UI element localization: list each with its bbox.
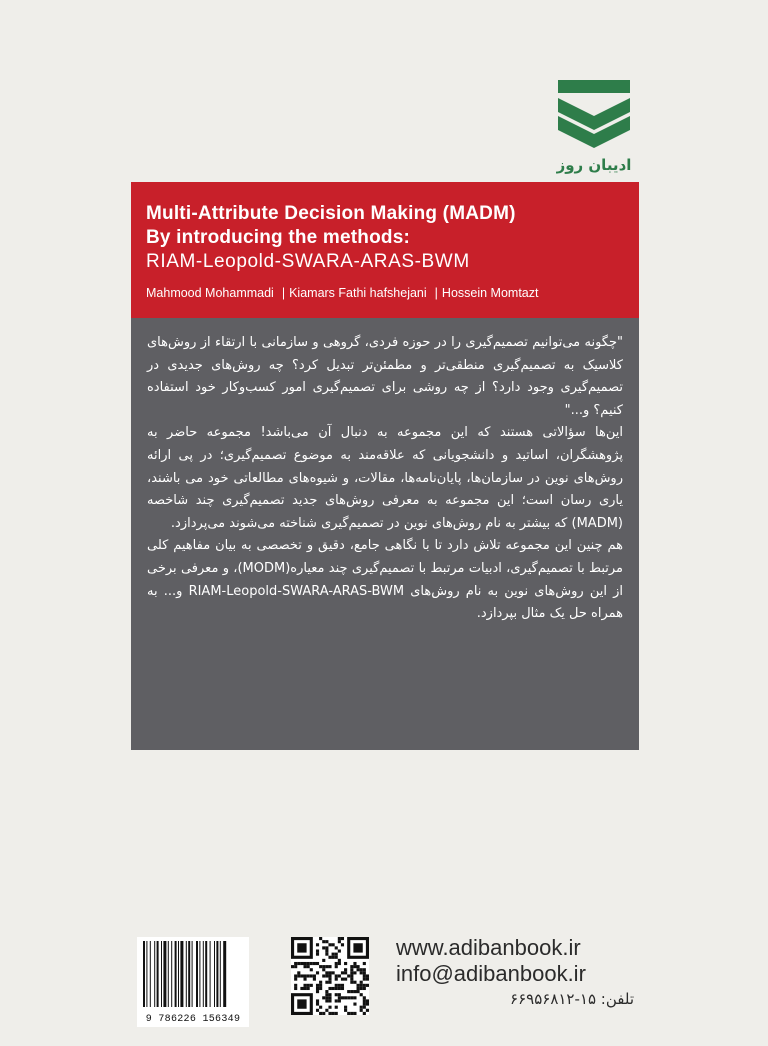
authors-line (146, 286, 538, 300)
author-name: Kiamars Fathi hafshejani (289, 286, 427, 300)
author-separator: | (281, 286, 286, 300)
isbn-number: 9 786226 156349 (145, 1014, 241, 1025)
website-link[interactable]: www.adibanbook.ir (396, 935, 581, 960)
book-title-line-1: Multi-Attribute Decision Making (MADM) (146, 203, 516, 224)
publisher-name: ادیبان روز (556, 156, 632, 174)
barcode-bars (137, 937, 249, 1011)
email-link[interactable]: info@adibanbook.ir (396, 961, 586, 986)
book-chevron-logo-icon (556, 78, 632, 154)
author-name: Hossein Momtazt (441, 286, 539, 300)
contact-block (396, 935, 636, 1011)
qr-code-icon (291, 937, 369, 1015)
description-text (147, 332, 623, 626)
author-name: Mahmood Mohammadi (146, 286, 274, 300)
description-paragraph: هم چنین این مجموعه تلاش دارد تا با نگاهی جامع، دقیق و تخصصی به بیان مفاهیم کلی مرتبط با تصمیم‌گیری، ادبیات مرتبط با تصمیم‌گیری چند معیاره(MODM)، و معرفی برخی از این روش‌های نوین به نام روش‌های RIAM-Leopold-SWARA-ARAS-BWM و... به همراه حل یک مثال بپردازد. (147, 538, 623, 622)
book-title-line-2: By introducing the methods: (146, 227, 411, 248)
description-paragraph: "چگونه می‌توانیم تصمیم‌گیری را در حوزه فردی، گروهی و سازمانی با ارتقاء از روش‌های کلاسیک به تصمیم‌گیری منطقی‌تر و مطمئن‌تر تبدیل کرد؟ چه روش‌های جدیدی در تصمیم‌گیری وجود دارد؟ از چه روشی برای تصمیم‌گیری امور کسب‌وکار خود استفاده کنیم؟ و..." (147, 335, 623, 418)
description-paragraph: این‌ها سؤالاتی هستند که این مجموعه به دنبال آن می‌باشد! مجموعه حاضر به پژوهشگران، اساتید و دانشجویانی که علاقه‌مند به موضوع تصمیم‌گیری؛ در پی ارائه روش‌های نوین در سازمان‌ها، پایان‌نامه‌ها، مقالات، و شیوه‌های مطالعاتی خود می باشند، یاری رسان است؛ این مجموعه به معرفی روش‌های جدید تصمیم‌گیری چند شاخصه (MADM) که بیشتر به نام روش‌های نوین در تصمیم‌گیری شناخته می‌شوند می‌پردازد. (147, 425, 623, 531)
title-panel (131, 182, 639, 318)
book-title-methods: RIAM-Leopold-SWARA-ARAS-BWM (146, 251, 470, 272)
phone-number: تلفن: ۱۵-۶۶۹۵۶۸۱۲ (510, 990, 634, 1008)
author-separator: | (434, 286, 438, 300)
publisher-logo (556, 78, 632, 178)
description-panel (131, 318, 639, 750)
isbn-barcode (137, 937, 249, 1027)
